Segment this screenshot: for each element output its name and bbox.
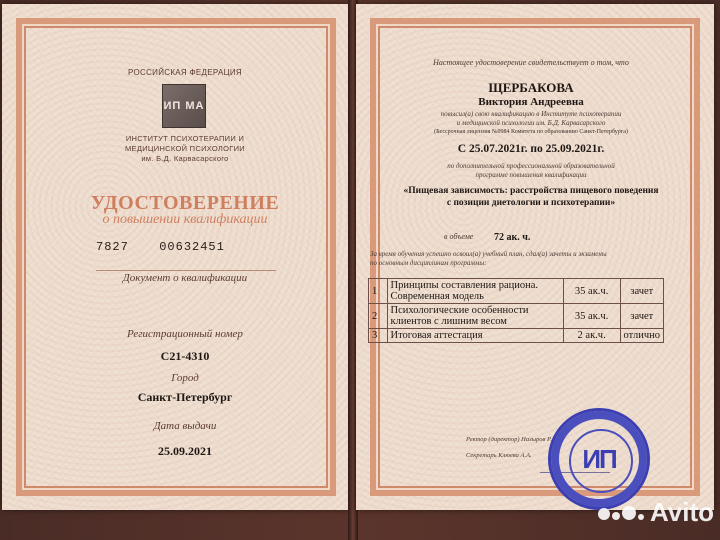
study-period: С 25.07.2021г. по 25.09.2021г. (457, 143, 605, 155)
avito-logo-icon (598, 506, 644, 520)
issue-date-label: Дата выдачи (153, 420, 217, 432)
reg-number-label: Регистрационный номер (127, 328, 243, 340)
table-row (369, 329, 664, 343)
study-result-line1: За время обучения успешно освоил(а) учебный план, сдал(а) зачеты и экзамены (370, 250, 607, 258)
number-underline (96, 270, 276, 271)
city-label: Город (171, 372, 199, 384)
discipline-name: Принципы составления рациона. Современная модель (387, 279, 563, 304)
discipline-name: Итоговая аттестация (387, 329, 563, 343)
rector-signature-line: Ректор (директор) Назыров Р.К. (466, 436, 558, 443)
secretary-signature-line: Секретарь Клюева А.А. (466, 452, 532, 459)
program-line1: по дополнительной профессиональной образовательной (447, 162, 615, 170)
institute-name-line3: им. Б.Д. Карвасарского (141, 154, 229, 163)
study-result-line2: по основным дисциплинам программы: (370, 259, 487, 267)
country-label: РОССИЙСКАЯ ФЕДЕРАЦИЯ (128, 68, 242, 77)
discipline-grade: зачет (620, 304, 663, 329)
avito-watermark-text: Avito (649, 497, 714, 527)
row-number: 3 (369, 329, 388, 343)
volume-value: 72 ак. ч. (494, 232, 531, 243)
institute-name-line1: ИНСТИТУТ ПСИХОТЕРАПИИ И (125, 134, 245, 143)
left-page (2, 4, 350, 510)
qualification-line1: повысил(а) свою квалификацию в Институте психотерапии (440, 110, 622, 118)
institute-name-line2: МЕДИЦИНСКОЙ ПСИХОЛОГИИ (125, 144, 245, 153)
institute-logo: ИП МА (162, 84, 206, 128)
issue-date-value: 25.09.2021 (158, 444, 212, 458)
document-number (96, 240, 296, 254)
reg-number-value: С21-4310 (160, 349, 210, 363)
intro-line: Настоящее удостоверение свидетельствует о том, что (433, 58, 629, 67)
discipline-hours: 35 ак.ч. (563, 304, 620, 329)
row-number: 2 (369, 304, 388, 329)
document-subtitle: о повышении квалификации (102, 212, 268, 227)
institute-seal-stamp (548, 408, 650, 510)
document-serial: 00632451 (159, 240, 225, 254)
doc-type-label: Документ о квалификации (122, 272, 248, 284)
discipline-hours: 2 ак.ч. (563, 329, 620, 343)
holder-name: Виктория Андреевна (478, 96, 584, 108)
city-value: Санкт-Петербург (137, 390, 233, 404)
document-title: УДОСТОВЕРЕНИЕ (90, 192, 280, 214)
volume-label: в объеме (444, 232, 474, 241)
program-line2: программе повышения квалификации (475, 171, 587, 179)
document-series: 7827 (96, 240, 129, 254)
disciplines-table (368, 278, 664, 343)
holder-surname: ЩЕРБАКОВА (488, 80, 574, 95)
license-line: (Бессрочная лицензия №0984 Комитета по образованию Санкт-Петербурга) (434, 129, 628, 135)
qualification-line2: и медицинской психологии им. Б.Д. Карвасарского (456, 119, 606, 127)
stamp-logo-icon: ИП (582, 443, 616, 474)
program-title-line1: «Пищевая зависимость: расстройства пищевого поведения (403, 186, 659, 196)
table-row (369, 304, 664, 329)
program-title-line2: с позиции диетологии и психотерапии» (446, 198, 616, 208)
discipline-name: Психологические особенности клиентов с лишним весом (387, 304, 563, 329)
row-number: 1 (369, 279, 388, 304)
avito-watermark (598, 497, 714, 528)
table-row (369, 279, 664, 304)
discipline-grade: отлично (620, 329, 663, 343)
discipline-grade: зачет (620, 279, 663, 304)
discipline-hours: 35 ак.ч. (563, 279, 620, 304)
